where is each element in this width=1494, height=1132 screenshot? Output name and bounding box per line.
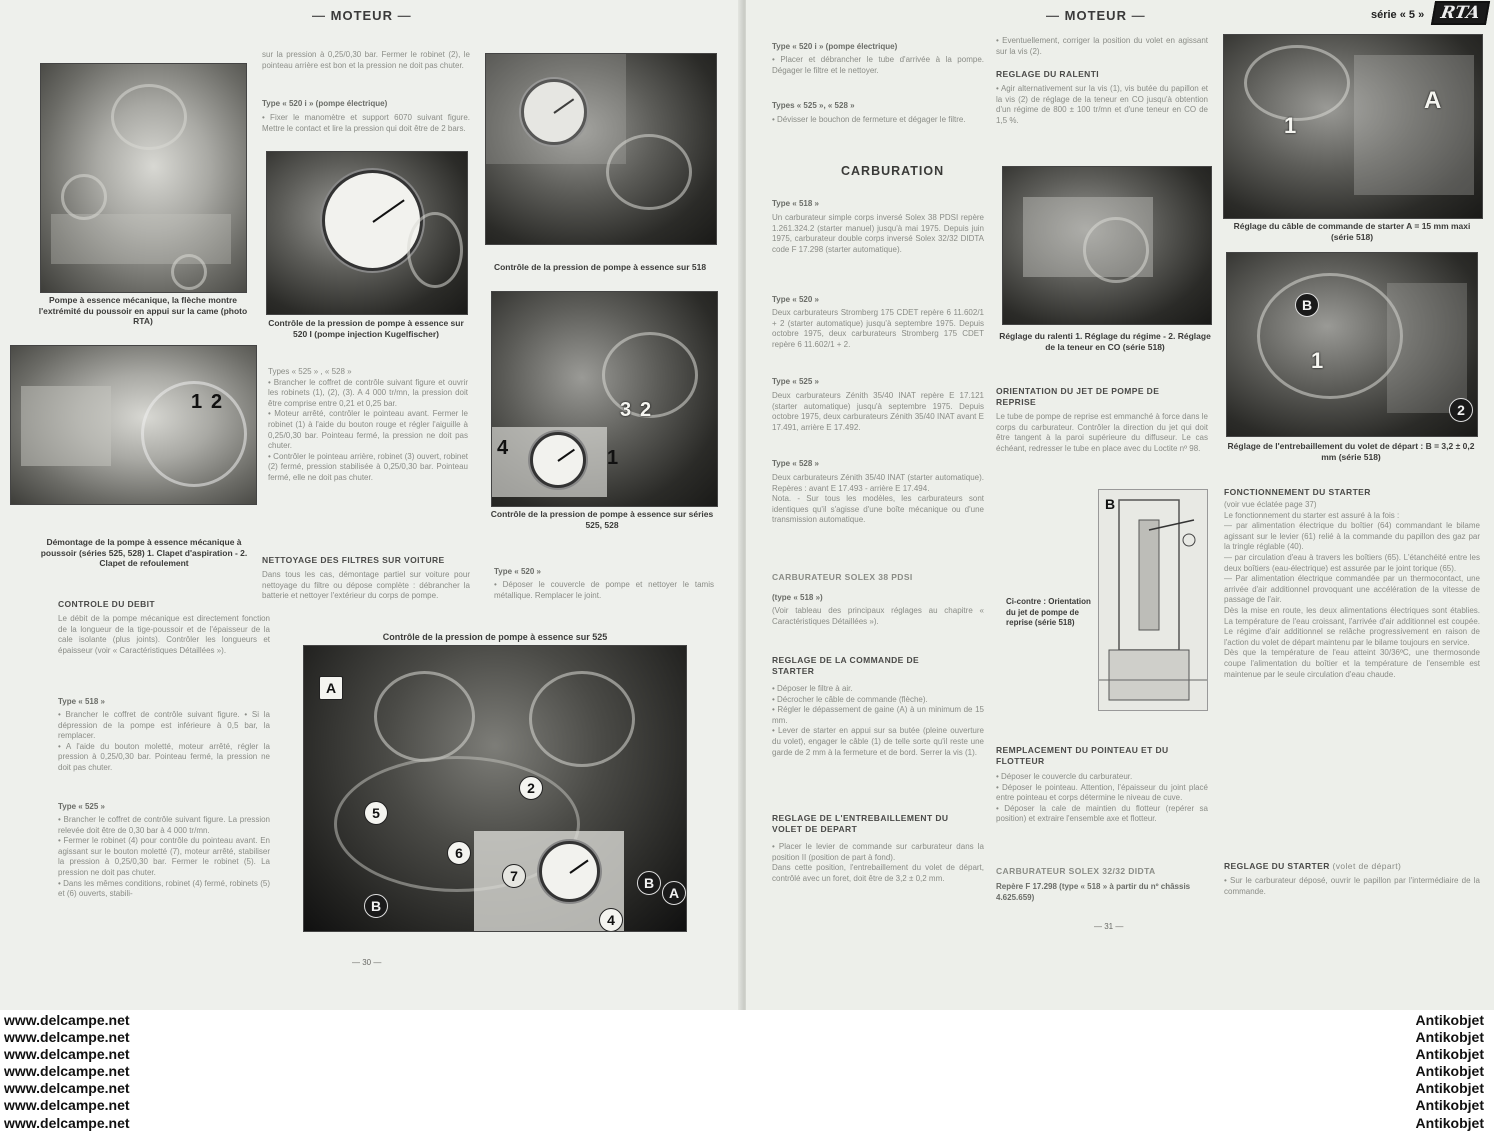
solex-32-head: CARBURATEUR SOLEX 32/32 DIDTA <box>996 866 1156 876</box>
watermark-right-line: Antikobjet <box>1415 1097 1484 1114</box>
marker-2-525: 2 <box>640 399 652 421</box>
marker-5-big: 5 <box>364 801 388 825</box>
watermark-right-line: Antikobjet <box>1415 1063 1484 1080</box>
left-debit-text: Le débit de la pompe mécanique est directement fonction de la longueur de la tige-poussoir et de l'épaisseur de la cale isolante (plus joints). Contrôler les longueurs et épaisseur (voir « Caractéristiques Détaillées »). <box>58 614 273 655</box>
marker-2-big: 2 <box>519 776 543 800</box>
right-type-520i-text: • Placer et débrancher le tube d'arrivée à la pompe. Dégager le filtre et le nettoyer. <box>772 55 987 75</box>
solex-38-text: (Voir tableau des principaux réglages au chapitre « Caractéristiques Détaillées »). <box>772 606 987 626</box>
watermark-right-line: Antikobjet <box>1415 1046 1484 1063</box>
marker-1-cable: 1 <box>1284 113 1297 138</box>
right-type-528-label: Type « 528 » <box>772 459 819 468</box>
photo-518-pressure <box>485 53 717 245</box>
right-type-525-text: Deux carburateurs Zénith 35/40 INAT repère E 17.121 (starter automatique) jusqu'à septembre 1975. Depuis octobre 1975, deux carburateurs Zénith 35/40 INAT avant E 17.491, arrière E 17.492. <box>772 391 987 432</box>
starter2-head <box>1224 861 1401 872</box>
photo-ralenti <box>1002 166 1212 325</box>
watermark-right <box>1416 1012 1484 1132</box>
marker-B-volet: B <box>1295 293 1319 317</box>
photo-kugelfischer-gauge <box>266 151 468 315</box>
starter-text: • Déposer le filtre à air. • Décrocher le câble de commande (flèche). • Régler le dépassement de gaine (A) à un minimum de 15 mm. • Lever de starter en appui sur sa butée (pleine ouverture du volet), engager le câble (1) de telle sorte qu'il reste une garde de 2 mm à la fermeture et de bord. Serrer la vis (1). <box>772 684 984 757</box>
marker-1-volet: 1 <box>1311 348 1324 373</box>
left-header: — MOTEUR — <box>312 8 412 23</box>
watermark-right-line: Antikobjet <box>1415 1114 1484 1131</box>
caption-disassembly: Démontage de la pompe à essence mécanique à poussoir (séries 525, 528) 1. Clapet d'aspiration - 2. Clapet de refoulement <box>40 537 248 568</box>
watermark-left-line: www.delcampe.net <box>4 1063 130 1080</box>
left-top-fragment: sur la pression à 0,25/0,30 bar. Fermer le robinet (2), le pointeau arrière est bon et la pression ne doit pas chuter. <box>262 50 473 70</box>
left-type-520-label: Type « 520 » <box>494 567 541 576</box>
photo-mechanical-pump <box>40 63 247 293</box>
right-col2-top: • Eventuellement, corriger la position du volet en agissant sur la vis (2). <box>996 36 1211 56</box>
right-type-525-label: Type « 525 » <box>772 377 819 386</box>
orientation-diagram <box>1098 489 1208 711</box>
left-type-525-label: Type « 525 » <box>58 802 105 811</box>
right-page <box>746 0 1494 1010</box>
caption-orientation: Ci-contre : Orientation du jet de pompe de reprise (série 518) <box>1006 597 1091 627</box>
watermark-left-line: www.delcampe.net <box>4 1029 130 1046</box>
left-header-title: MOTEUR <box>330 8 393 23</box>
pointeau-head: REMPLACEMENT DU POINTEAU ET DU FLOTTEUR <box>996 745 1169 766</box>
marker-1-disassembly: 1 <box>191 391 203 413</box>
left-type-518-label: Type « 518 » <box>58 697 105 706</box>
starter2-text: • Sur le carburateur déposé, ouvrir le papillon par l'intermédiaire de la commande. <box>1224 876 1483 896</box>
caption-kugelfischer: Contrôle de la pression de pompe à essence sur 520 I (pompe injection Kugelfischer) <box>268 318 464 339</box>
left-type-520i-label: Type « 520 i » (pompe électrique) <box>262 99 388 108</box>
watermark-left <box>4 1012 130 1132</box>
caption-518: Contrôle de la pression de pompe à essence sur 518 <box>493 262 707 272</box>
left-page <box>0 0 744 1010</box>
caption-volet: Réglage de l'entrebaillement du volet de départ : B = 3,2 ± 0,2 mm (série 518) <box>1227 441 1475 462</box>
watermark-left-line: www.delcampe.net <box>4 1080 130 1097</box>
solex-32-text: Repère F 17.298 (type « 518 » à partir du nº châssis 4.625.659) <box>996 882 1191 902</box>
jet-text: Le tube de pompe de reprise est emmanché à force dans le corps du carburateur. Contrôler la direction du jet qui doit être tangent à la paroi supérieure du diffuseur. Le cas échéant, redresser le tube en place avec du Loctite nº 98. <box>996 412 1211 453</box>
caption-pump-mech: Pompe à essence mécanique, la flèche montre l'extrémité du poussoir en appui sur la came (photo RTA) <box>38 295 248 326</box>
marker-3-525: 3 <box>620 399 632 421</box>
right-type-520-label: Type « 520 » <box>772 295 819 304</box>
marker-A-big-right: A <box>662 881 686 905</box>
left-types-525-text: Types « 525 » , « 528 » • Brancher le coffret de contrôle suivant figure et ouvrir les robinets (1), (2), (3). A 4 000 tr/mn, la pression doit être comprise entre 0,21 et 0,25 bar. • Moteur arrêté, contrôler le pointeau avant. Fermer le robinet (1) à l'aide du bouton rouge et régler l'aiguille à 0,25/0,30 bar. Pointeau fermé, la pression ne doit pas chuter. • Contrôler le pointeau arrière, robinet (3) ouvert, robinet (2) fermé, pression stabilisée à 0,25/0,30 bar. Pointeau fermé, elle ne doit pas chuter. <box>268 367 468 482</box>
photo-volet-depart <box>1226 252 1478 437</box>
left-filtres-head: NETTOYAGE DES FILTRES SUR VOITURE <box>262 555 445 565</box>
entrebaillement-head: REGLAGE DE L'ENTREBAILLEMENT DU VOLET DE DEPART <box>772 813 949 834</box>
rta-logo: RTA <box>1431 1 1490 25</box>
marker-B-big-left: B <box>364 894 388 918</box>
right-type-520i-label: Type « 520 i » (pompe électrique) <box>772 42 898 51</box>
fonct-text: (voir vue éclatée page 37) Le fonctionnement du starter est assuré à la fois : — par alimentation électrique du boîtier (64) commandant le bilame agissant sur le levier (61) relié à la commande du papillon des gaz par la tringle réglable (40). — par circulation d'eau à travers les boîtiers (65). L'étanchéité entre les deux boîtiers (eau-électrique) est assurée par le joint torique (65). — Par alimentation électrique commandée par un thermocontact, une arrivée d'air additionnel provoquant une accélération de la vitesse de passage de l'air. Dès la mise en route, les deux alimentations électriques sont établies. La température de l'eau croissant, l'arrivée d'air additionnel est coupée. Le régime d'air additionnel se relâche progressivement en raison de l'action du volet de départ maintenu par le bilame toujours en service. Dès que la température de l'eau atteint 30/36ºC, une thermosonde coupe l'alimentation du boîtier et la température de l'ensemble est maintenue par le seule circulation d'eau chaude. <box>1224 500 1480 679</box>
left-type-520-text: • Déposer le couvercle de pompe et nettoyer le tamis métallique. Remplacer le joint. <box>494 580 717 600</box>
watermark-left-line: www.delcampe.net <box>4 1012 130 1028</box>
left-filtres-text: Dans tous les cas, démontage partiel sur voiture pour nettoyage du filtre ou dépose complète : débrancher la batterie et nettoyer l'extérieur du corps de pompe. <box>262 570 473 601</box>
jet-head: ORIENTATION DU JET DE POMPE DE REPRISE <box>996 386 1160 407</box>
left-type-520i-text: • Fixer le manomètre et support 6070 suivant figure. Mettre le contact et lire la pression qui doit être de 2 bars. <box>262 113 473 133</box>
watermark-right-line: Antikobjet <box>1415 1029 1484 1046</box>
right-type-520-text: Deux carburateurs Stromberg 175 CDET repère 6 11.602/1 + 2 (starter automatique) jusqu'à septembre 1975. Depuis octobre 1975, deux carburateurs Stromberg 175 CDET repère 6 11.602/1 + 2. <box>772 308 987 349</box>
marker-6-big: 6 <box>447 841 471 865</box>
photo-525-528-pressure <box>491 291 718 507</box>
solex-38-head: CARBURATEUR SOLEX 38 PDSI <box>772 572 913 582</box>
photo-525-big <box>303 645 687 932</box>
caption-ralenti: Réglage du ralenti 1. Réglage du régime - 2. Réglage de la teneur en CO (série 518) <box>999 331 1211 352</box>
marker-7-big: 7 <box>502 864 526 888</box>
starter2-sub: (volet de départ) <box>1332 861 1402 871</box>
left-debit-head: CONTROLE DU DEBIT <box>58 599 155 609</box>
photo-pump-disassembly <box>10 345 257 505</box>
fonct-head: FONCTIONNEMENT DU STARTER <box>1224 487 1371 497</box>
right-types-525-label: Types « 525 », « 528 » <box>772 101 855 110</box>
marker-2-disassembly: 2 <box>211 391 223 413</box>
marker-B-diagram: B <box>1105 496 1116 512</box>
orientation-diagram-svg <box>1099 490 1207 710</box>
marker-4-big: 4 <box>599 908 623 932</box>
photo-starter-cable <box>1223 34 1483 219</box>
watermark-left-line: www.delcampe.net <box>4 1046 130 1063</box>
left-type-525-text: • Brancher le coffret de contrôle suivant figure. La pression relevée doit être de 0,30 bar à 4 000 tr/mn. • Fermer le robinet (4) pour contrôle du pointeau avant. En agissant sur le bouton moletté (7), moteur arrêté, stabiliser la pression à 0,25/0,30 bar. Fermer le robinet (5). La pression ne doit pas chuter. • Dans les mêmes conditions, robinet (4) fermé, robinets (5) et (6) ouverts, stabili- <box>58 815 270 899</box>
ralenti-text: • Agir alternativement sur la vis (1), vis butée du papillon et la vis (2) de réglage de la teneur en CO jusqu'à obtention d'un régime de 800 ± 100 tr/mn et d'une teneur en CO de 1,5 %. <box>996 84 1211 125</box>
series-label: série « 5 » <box>1370 9 1425 21</box>
marker-A-big-top: A <box>319 676 343 700</box>
right-folio: — 31 — <box>1094 922 1124 931</box>
right-header: — MOTEUR — <box>1046 8 1146 23</box>
left-type-518-text: • Brancher le coffret de contrôle suivant figure. • Si la dépression de la pompe est inférieure à 0,5 bar, la remplacer. • A l'aide du bouton moletté, moteur arrêté, régler la pression à 0,25/0,30 bar. Pointeau fermé, la pression ne doit pas chuter. <box>58 710 270 772</box>
watermark-right-line: Antikobjet <box>1415 1012 1484 1028</box>
entrebaillement-text: • Placer le levier de commande sur carburateur dans la position II (position de part à fond). Dans cette position, l'entrebaillement du volet de départ, contrôlé avec un foret, doit être de 3,2 ± 0,2 mm. <box>772 842 984 883</box>
watermark-left-line: www.delcampe.net <box>4 1114 130 1131</box>
marker-B-big-right: B <box>637 871 661 895</box>
right-type-518-label: Type « 518 » <box>772 199 819 208</box>
series-logo-box <box>1371 1 1488 25</box>
marker-2-volet: 2 <box>1449 398 1473 422</box>
marker-1-525: 1 <box>607 447 619 469</box>
carburation-head: CARBURATION <box>841 164 945 178</box>
right-type-518-text: Un carburateur simple corps inversé Solex 38 PDSI repère 1.261.324.2 (starter manuel) jusqu'à mai 1975. Depuis juin 1975, carburateur double corps inversé Solex 32/32 DIDTA code F 17.298 (starter automatique). <box>772 213 987 254</box>
marker-4-525: 4 <box>497 437 509 459</box>
caption-525-528: Contrôle de la pression de pompe à essence sur séries 525, 528 <box>490 509 714 530</box>
watermark-right-line: Antikobjet <box>1415 1080 1484 1097</box>
right-types-525-text: • Dévisser le bouchon de fermeture et dégager le filtre. <box>772 115 966 124</box>
watermark-left-line: www.delcampe.net <box>4 1097 130 1114</box>
pointeau-text: • Déposer le couvercle du carburateur. • Déposer le pointeau. Attention, l'épaisseur du joint placé entre pointeau et corps détermine le niveau de cuve. • Déposer la cale de maintien du flotteur (repérer sa position) et extraire l'ensemble axe et flotteur. <box>996 772 1208 824</box>
marker-A-cable: A <box>1424 87 1442 114</box>
left-folio: — 30 — <box>352 958 382 967</box>
caption-cable: Réglage du câble de commande de starter A = 15 mm maxi (série 518) <box>1233 221 1471 242</box>
watermark-area <box>0 1010 1494 1131</box>
caption-525-big: Contrôle de la pression de pompe à essence sur 525 <box>382 632 608 642</box>
ralenti-head: REGLAGE DU RALENTI <box>996 69 1100 79</box>
starter2-head-label: REGLAGE DU STARTER <box>1224 861 1330 871</box>
starter-head: REGLAGE DE LA COMMANDE DE STARTER <box>772 655 920 676</box>
right-type-528-text: Deux carburateurs Zénith 35/40 INAT (starter automatique). Repères : avant E 17.493 - arrière E 17.494. Nota. - Sur tous les modèles, les carburateurs sont identiques qu'il s'agisse d'une boîte mécanique ou d'une transmission automatique. <box>772 473 984 525</box>
right-header-title: MOTEUR <box>1064 8 1127 23</box>
solex-38-sub: (type « 518 ») <box>772 593 823 602</box>
